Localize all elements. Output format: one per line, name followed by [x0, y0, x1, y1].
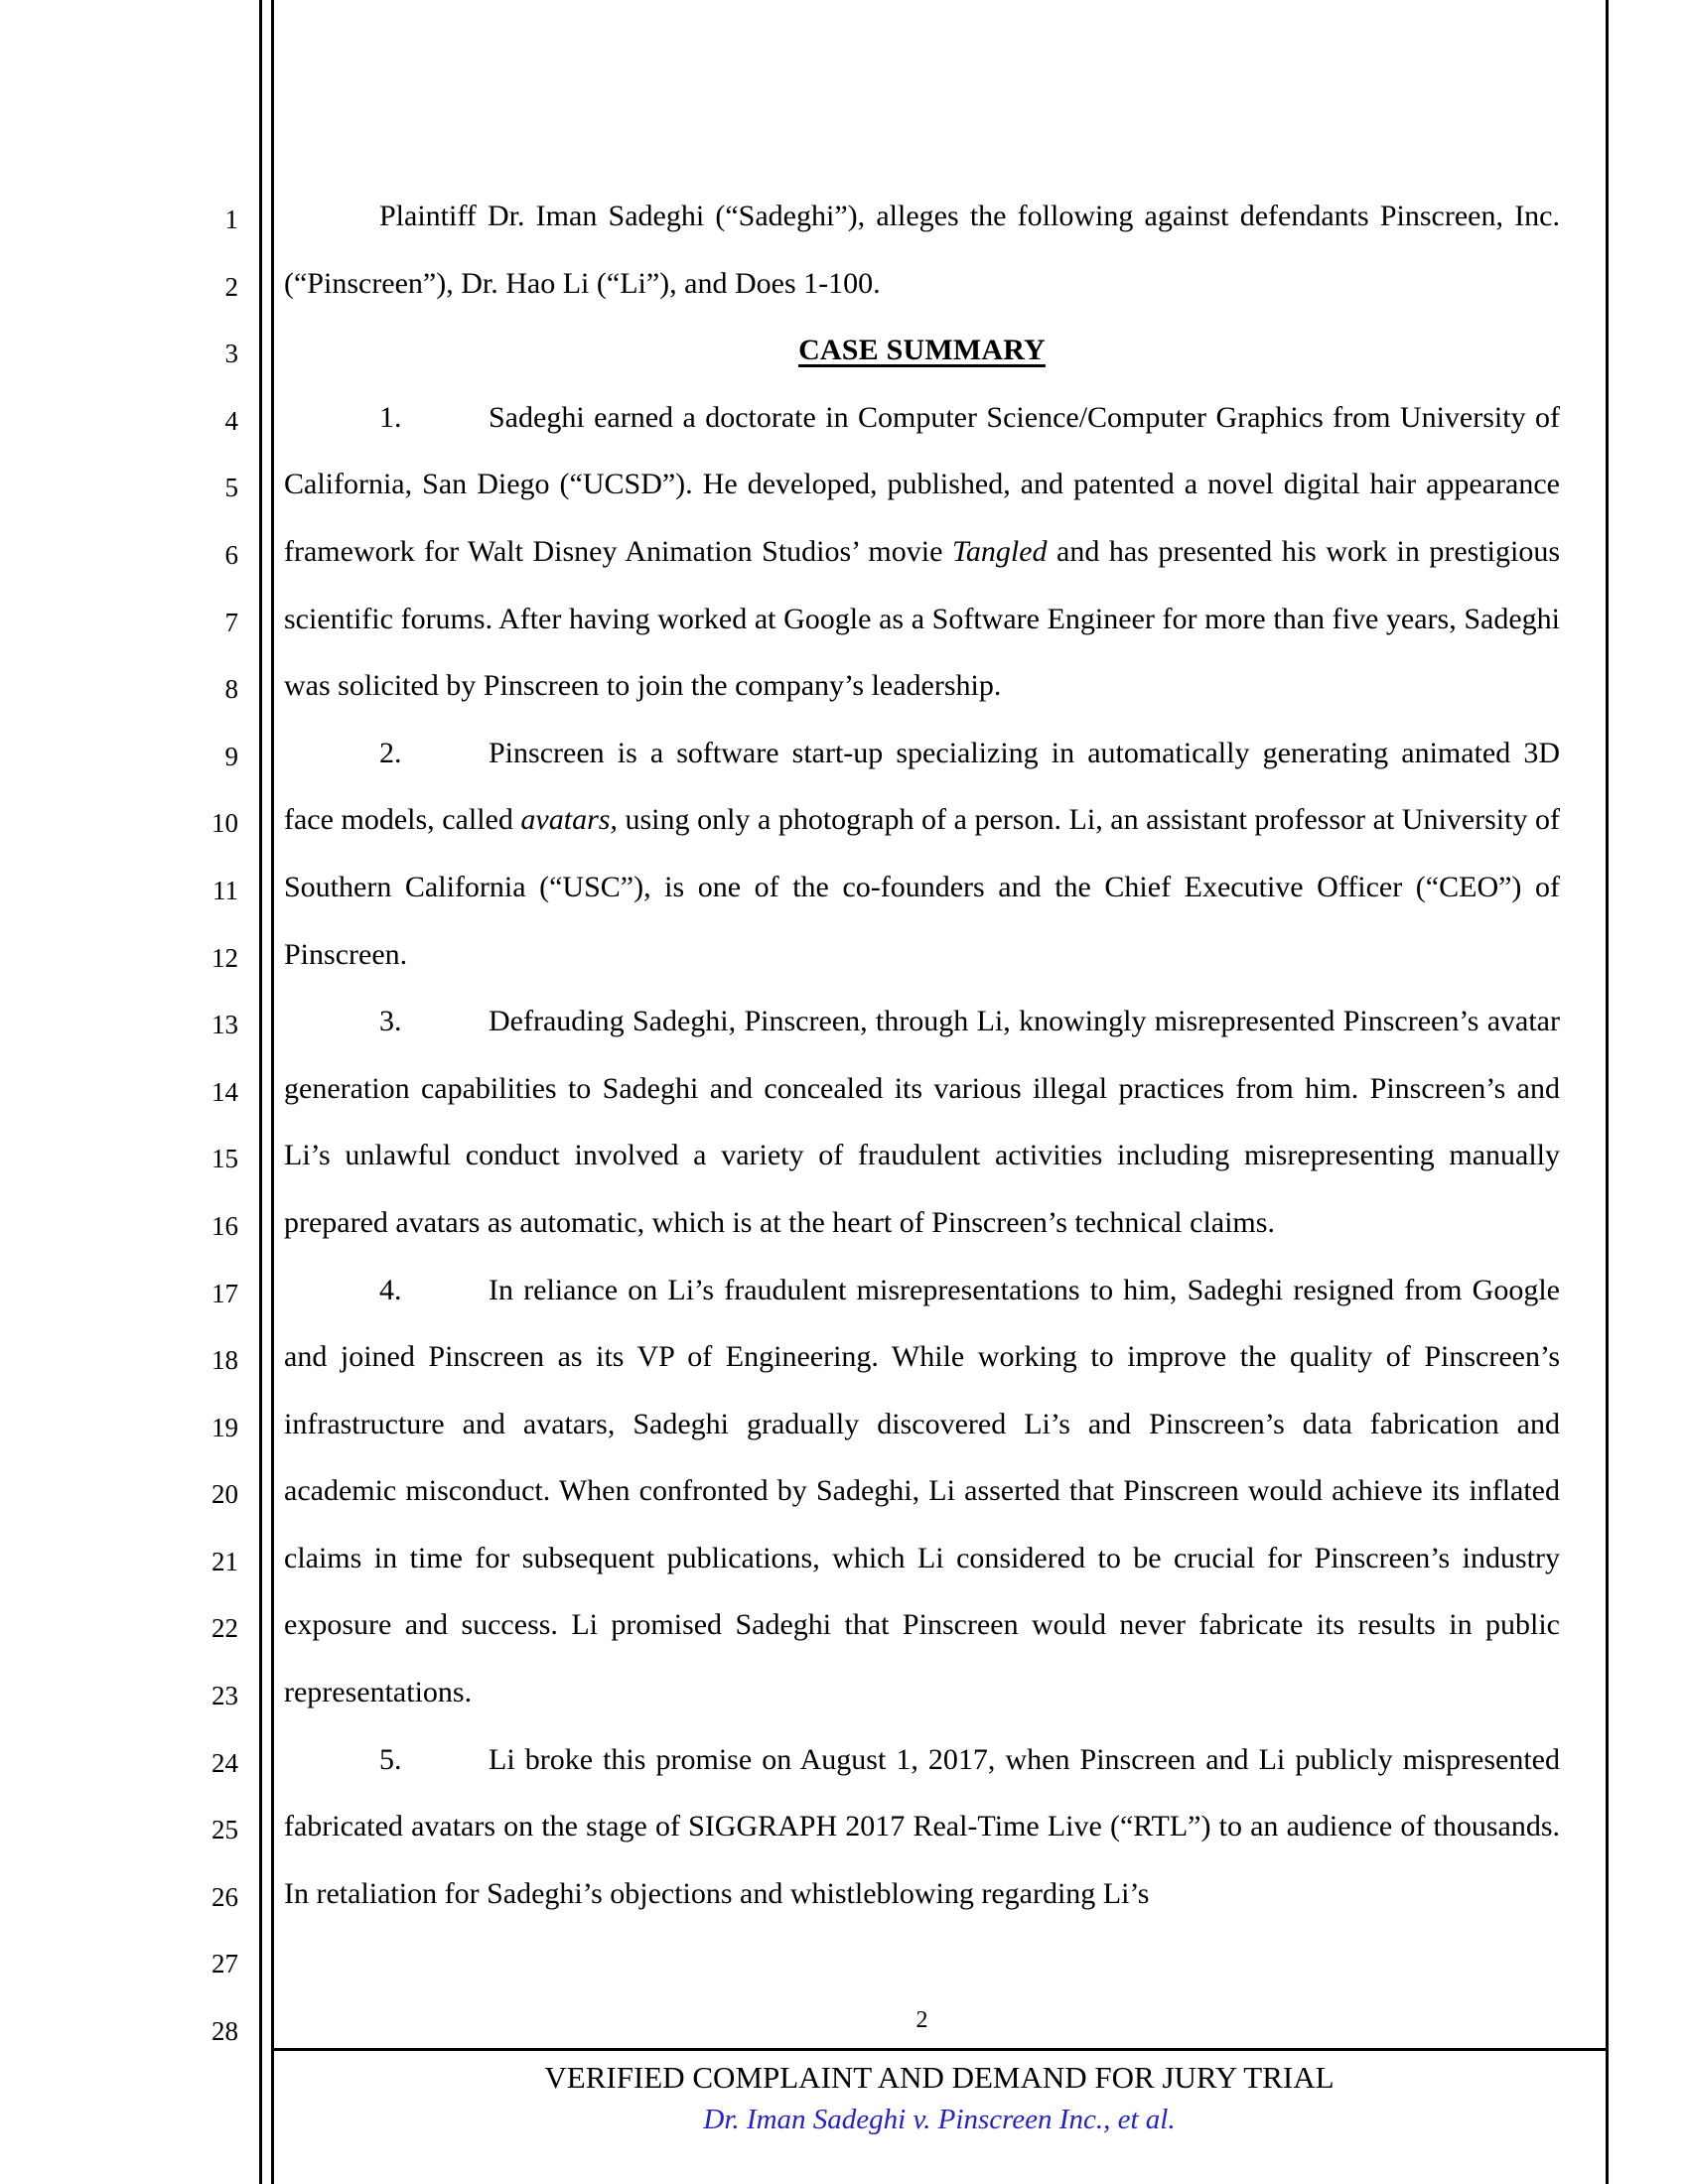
paragraph-text-a: Pinscreen is a software start-up specializing in automatically generating animated 3D face models, called — [284, 736, 1560, 837]
numbered-paragraph-1 — [284, 384, 1560, 720]
line-number: 18 — [211, 1345, 238, 1376]
line-number: 9 — [224, 741, 238, 771]
line-number: 25 — [211, 1815, 238, 1845]
page-footer — [284, 2057, 1595, 2140]
line-number: 13 — [211, 1010, 238, 1040]
paragraph-text-b: using only a photograph of a person. Li, an assistant professor at University of Southern California (“USC”), is one of the co-founders and the Chief Executive Officer (“CEO”) of Pinscreen. — [284, 803, 1560, 971]
line-number: 8 — [224, 674, 238, 705]
intro-paragraph — [284, 183, 1560, 317]
line-number: 14 — [211, 1076, 238, 1107]
line-number: 6 — [224, 539, 238, 570]
line-number: 27 — [211, 1949, 238, 1979]
paragraph-number: 4. — [379, 1273, 402, 1306]
page-number: 2 — [915, 2007, 928, 2033]
line-number: 19 — [211, 1412, 238, 1442]
paragraph-number: 1. — [379, 400, 402, 434]
line-number: 15 — [211, 1144, 238, 1174]
paragraph-number: 2. — [379, 736, 402, 769]
document-body — [284, 183, 1560, 1927]
numbered-paragraph-5 — [284, 1726, 1560, 1928]
paragraph-text-a: In reliance on Li’s fraudulent misrepresentations to him, Sadeghi resigned from Google and joined Pinscreen as its VP of Engineering. While working to improve the quality of Pinscreen’s infrastructure and avatars, Sadeghi gradually discovered Li’s and Pinscreen’s data fabrication and academic misconduct. When confronted by Sadeghi, Li asserted that Pinscreen would achieve its inflated claims in time for subsequent publications, which Li considered to be crucial for Pinscreen’s industry exposure and success. Li promised Sadeghi that Pinscreen would never fabricate its results in public representations. — [284, 1273, 1560, 1709]
line-number: 21 — [211, 1546, 238, 1576]
line-number: 1 — [224, 205, 238, 234]
line-number: 22 — [211, 1613, 238, 1644]
pleading-rule-left-inner — [271, 0, 274, 2184]
line-number: 2 — [224, 271, 238, 302]
paragraph-text-a: Sadeghi earned a doctorate in Computer Science/Computer Graphics from University of California, San Diego (“UCSD”). He developed, published, and patented a novel digital hair appearance framework for Walt Disney Animation Studios’ movie — [284, 400, 1560, 568]
line-number: 3 — [224, 339, 238, 369]
line-number: 20 — [211, 1479, 238, 1510]
paragraph-text-italic: avatars, — [520, 803, 618, 837]
paragraph-number: 3. — [379, 1005, 402, 1038]
paragraph-text-a: Li broke this promise on August 1, 2017, when Pinscreen and Li publicly mispresented fabricated avatars on the stage of SIGGRAPH 2017 Real-Time Live (“RTL”) to an audience of thousands. In retaliation for Sadeghi’s objections and whistleblowing regarding Li’s — [284, 1742, 1560, 1910]
line-number: 12 — [211, 942, 238, 973]
line-number: 10 — [211, 808, 238, 839]
pleading-rule-left-outer — [259, 0, 262, 2184]
pleading-rule-right — [1606, 0, 1609, 2184]
section-heading-case-summary: CASE SUMMARY — [798, 334, 1046, 367]
line-number: 28 — [211, 2016, 238, 2047]
line-number: 23 — [211, 1681, 238, 1711]
paragraph-text-a: Defrauding Sadeghi, Pinscreen, through Li, knowingly misrepresented Pinscreen’s avatar generation capabilities to Sadeghi and concealed its various illegal practices from him. Pinscreen’s and Li’s unlawful conduct involved a variety of fraudulent activities including misrepresenting manually prepared avatars as automatic, which is at the heart of Pinscreen’s technical claims. — [284, 1005, 1560, 1239]
line-number: 16 — [211, 1210, 238, 1241]
footer-divider — [271, 2048, 1606, 2051]
numbered-paragraph-3 — [284, 988, 1560, 1256]
line-number: 4 — [224, 405, 238, 436]
line-number: 26 — [211, 1881, 238, 1912]
paragraph-number: 5. — [379, 1742, 402, 1776]
numbered-paragraph-2 — [284, 720, 1560, 988]
line-number: 7 — [224, 607, 238, 637]
paragraph-text-italic: Tangled — [951, 534, 1048, 568]
footer-title: VERIFIED COMPLAINT AND DEMAND FOR JURY TRIAL — [544, 2060, 1335, 2095]
line-number: 17 — [211, 1278, 238, 1308]
footer-case-caption: Dr. Iman Sadeghi v. Pinscreen Inc., et al. — [703, 2104, 1176, 2135]
line-number: 5 — [224, 473, 238, 503]
line-number: 11 — [212, 875, 238, 905]
intro-text: Plaintiff Dr. Iman Sadeghi (“Sadeghi”), alleges the following against defendants Pinscreen, Inc. (“Pinscreen”), Dr. Hao Li (“Li”), and Does 1-100. — [284, 200, 1560, 300]
line-number: 24 — [211, 1747, 238, 1778]
paragraph-text-b: and has presented his work in prestigious scientific forums. After having worked at Google as a Software Engineer for more than five years, Sadeghi was solicited by Pinscreen to join the company’s leadership. — [284, 534, 1560, 703]
numbered-paragraph-4 — [284, 1257, 1560, 1726]
line-number-gutter — [149, 187, 238, 2066]
